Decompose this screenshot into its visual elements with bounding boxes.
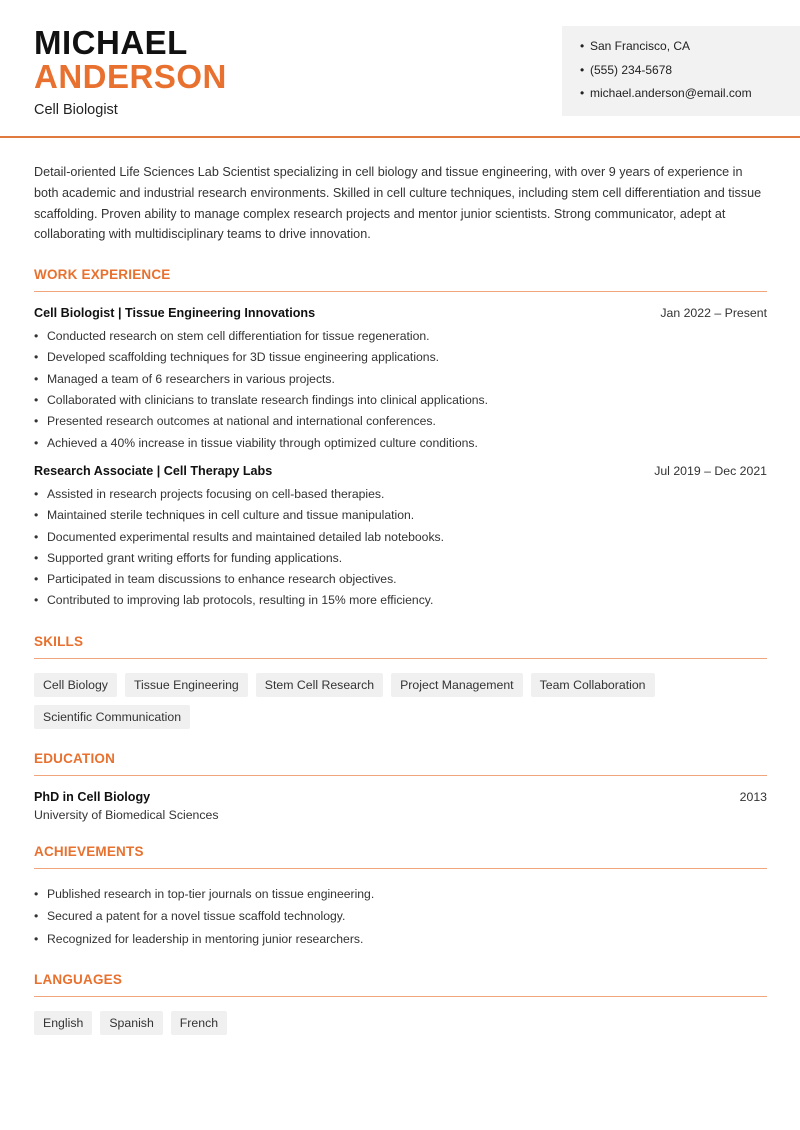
language-chip: English [34,1011,92,1035]
section-title-skills: SKILLS [34,634,767,659]
skill-chip: Scientific Communication [34,705,190,729]
last-name: ANDERSON [34,58,227,95]
skill-chip: Team Collaboration [531,673,655,697]
job-title: Cell Biologist [34,102,118,118]
section-title-languages: LANGUAGES [34,972,767,997]
list-item: • Supported grant writing efforts for funding applications. [34,548,767,569]
job-role: Cell Biologist | Tissue Engineering Innovations [34,306,316,321]
resume-body [34,162,767,1035]
list-item: • Assisted in research projects focusing on cell-based therapies. [34,484,767,505]
section-title-achievements: ACHIEVEMENTS [34,844,767,869]
contact-location [580,36,800,60]
list-item: • Secured a patent for a novel tissue scaffold technology. [34,905,767,928]
section-title-education: EDUCATION [34,751,767,776]
language-chip: French [171,1011,227,1035]
list-item: • Achieved a 40% increase in tissue viability through optimized culture conditions. [34,433,767,454]
list-item: • Contributed to improving lab protocols, resulting in 15% more efficiency. [34,590,767,611]
summary: Detail-oriented Life Sciences Lab Scientist specializing in cell biology and tissue engineering, with over 9 years of experience in both academic and industrial research environments. Skilled in cell culture techniques, including stem cell differentiation and tissue scaffolding. Proven ability to manage complex research projects and mentor junior scientists. Strong communicator, adept at collaborating with multidisciplinary teams to drive innovation. [34,165,762,242]
list-item: • Managed a team of 6 researchers in various projects. [34,369,767,390]
list-item: • Collaborated with clinicians to translate research findings into clinical applications. [34,390,767,411]
edu-year: 2013 [739,789,767,804]
skill-chip: Stem Cell Research [256,673,383,697]
job-bullets [34,484,767,612]
skill-chip: Tissue Engineering [125,673,248,697]
list-item: • Published research in top-tier journals on tissue engineering. [34,883,767,906]
list-item: • Participated in team discussions to enhance research objectives. [34,569,767,590]
job-bullets [34,326,767,454]
edu-degree: PhD in Cell Biology [34,789,151,804]
achievements-list [34,883,767,951]
resume-header [0,0,800,138]
language-chip: Spanish [100,1011,162,1035]
edu-school: University of Biomedical Sciences [34,807,219,822]
job-role: Research Associate | Cell Therapy Labs [34,463,273,478]
education-entry [34,790,767,822]
skill-chip: Cell Biology [34,673,117,697]
contact-phone [580,60,800,84]
list-item: • Maintained sterile techniques in cell culture and tissue manipulation. [34,505,767,526]
contact-email-text[interactable]: michael.anderson@email.com [590,86,752,100]
first-name: MICHAEL [34,24,188,61]
list-item: • Conducted research on stem cell differentiation for tissue regeneration. [34,326,767,347]
skills-list [34,673,767,729]
job-date: Jul 2019 – Dec 2021 [654,463,767,478]
contact-email[interactable] [580,83,800,107]
contact-location-text: San Francisco, CA [590,39,691,53]
job-entry [34,464,767,612]
languages-list [34,1011,767,1035]
contact-box [562,26,800,116]
list-item: • Documented experimental results and maintained detailed lab notebooks. [34,527,767,548]
section-title-work: WORK EXPERIENCE [34,267,767,292]
bullet-icon: • [580,86,585,100]
list-item: • Recognized for leadership in mentoring junior researchers. [34,928,767,951]
bullet-icon: • [580,39,585,53]
list-item: • Developed scaffolding techniques for 3D tissue engineering applications. [34,347,767,368]
bullet-icon: • [580,62,585,77]
job-date: Jan 2022 – Present [660,306,767,321]
job-entry [34,306,767,454]
contact-phone-text: (555) 234-5678 [590,62,673,77]
list-item: • Presented research outcomes at national and international conferences. [34,411,767,432]
name-block [34,26,227,118]
skill-chip: Project Management [391,673,522,697]
